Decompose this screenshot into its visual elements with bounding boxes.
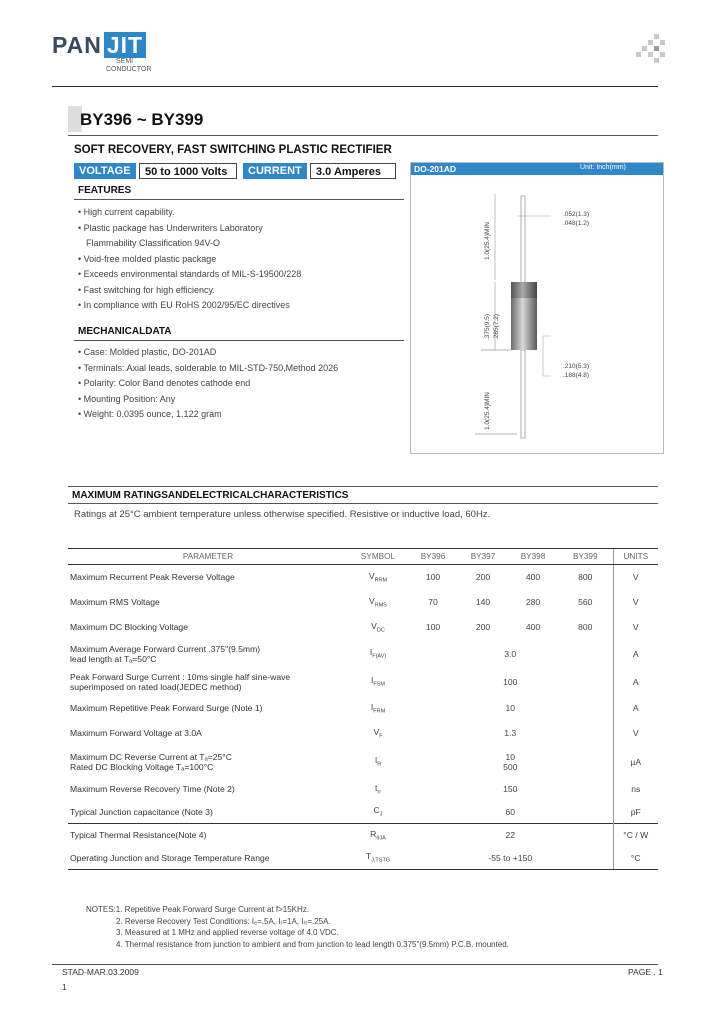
features-divider [74, 199, 404, 200]
param-text: Maximum Reverse Recovery Time (Note 2) [70, 784, 235, 794]
unit-cell: V [613, 721, 658, 746]
param-cell [68, 615, 348, 640]
symbol: T [365, 851, 372, 862]
footer-divider [52, 964, 658, 965]
value-cell: 200 [475, 572, 491, 583]
col-header: UNITS [613, 549, 658, 565]
value-cell: 200 [475, 622, 491, 632]
value-cell: 100 [425, 572, 441, 583]
value-cell: 140 [475, 597, 491, 607]
value: 150 [503, 784, 518, 794]
value: 3.0 [504, 648, 517, 659]
unit-cell: °C [613, 847, 658, 870]
table-row [68, 615, 658, 640]
diagram-unit: Unit: Inch(mm) [580, 164, 626, 171]
list-item: • Plastic package has Underwriters Laboratory [78, 221, 301, 237]
value-cell [408, 721, 613, 746]
col-header: BY399 [558, 549, 613, 565]
value-cell: 100 [425, 622, 441, 632]
features-heading: FEATURES [78, 185, 132, 196]
product-subtitle: SOFT RECOVERY, FAST SWITCHING PLASTIC RECTIFIER [74, 144, 392, 156]
symbol-sub: F [379, 733, 383, 740]
symbol-sub: RRM [374, 577, 388, 584]
unit-cell: V [613, 590, 658, 615]
param-text-2: Rated DC Blocking Voltage Tₐ=100°C [70, 761, 214, 772]
unit-cell: A [613, 668, 658, 696]
symbol-cell [348, 824, 408, 847]
value: 10 [505, 703, 516, 713]
footer-number: 1 [62, 982, 67, 992]
symbol-cell [348, 847, 408, 870]
table-row [68, 801, 658, 824]
table-row [68, 746, 658, 778]
symbol-cell [348, 746, 408, 778]
list-item: • Exceeds environmental standards of MIL-S-19500/228 [78, 267, 301, 283]
value: 22 [505, 830, 516, 841]
value-cell: 560 [578, 597, 593, 607]
value-cell: 280 [525, 597, 541, 607]
param-text: Maximum DC Reverse Current at Tₐ=25°C [70, 751, 232, 762]
value-cell [408, 640, 613, 668]
param-text: Peak Forward Surge Current : 10ms single half sine-wave [70, 671, 291, 682]
list-item: • High current capability. [78, 205, 301, 221]
unit-cell: pF [613, 801, 658, 824]
note-line: 4. Thermal resistance from junction to ambient and from junction to lead length 0.375"(9.5mm) P.C.B. mounted. [116, 939, 509, 949]
param-cell [68, 721, 348, 746]
table-row [68, 778, 658, 801]
symbol-cell [348, 615, 408, 640]
brand-sub-2: CONDUCTOR [106, 66, 152, 73]
param-cell [68, 565, 348, 590]
dim-lead-dia1: .052(1.3) [563, 211, 590, 218]
symbol-sub: FRM [373, 708, 386, 715]
col-header: BY397 [458, 549, 508, 565]
mechanical-list [78, 345, 338, 423]
value-cell: 800 [578, 622, 593, 632]
package-name: DO-201AD [414, 164, 457, 174]
dim-lead-dia2: .048(1.2) [563, 220, 590, 227]
symbol-cell [348, 778, 408, 801]
unit-cell: °C / W [613, 824, 658, 847]
param-text: Typical Thermal Resistance(Note 4) [70, 830, 207, 841]
symbol: t [374, 782, 378, 793]
title-divider [68, 135, 658, 136]
table-header-row [68, 549, 658, 565]
brand-subtitle [106, 58, 151, 74]
note-line: 3. Measured at 1 MHz and applied reverse voltage of 4.0 VDC. [116, 928, 339, 937]
symbol: I [370, 701, 374, 712]
symbol-sub: J,TSTG [371, 858, 391, 865]
param-text: Maximum Average Forward Current .375"(9.5mm) [70, 643, 261, 654]
voltage-value: 50 to 1000 Volts [139, 163, 237, 179]
param-cell [68, 801, 348, 824]
current-value: 3.0 Amperes [310, 163, 396, 179]
list-item: • Mounting Position: Any [78, 392, 338, 408]
symbol: R [370, 828, 377, 839]
value-cell: 800 [578, 572, 593, 583]
value-cell [408, 824, 613, 847]
table-row [68, 824, 658, 847]
param-text: Maximum DC Blocking Voltage [70, 622, 188, 632]
mechanical-heading: MECHANICALDATA [78, 326, 172, 337]
dim-body-dia2: .188(4.8) [563, 372, 590, 379]
symbol-sub: FSM [373, 681, 385, 688]
list-item: • Terminals: Axial leads, solderable to MIL-STD-750,Method 2026 [78, 361, 338, 377]
mechanical-divider [74, 340, 404, 341]
dim-body-dia1: .210(5.3) [563, 363, 590, 370]
symbol: I [369, 647, 373, 658]
unit-cell: µA [613, 746, 658, 778]
footer-date: STAD-MAR.03.2009 [62, 967, 139, 977]
symbol-sub: θJA [376, 835, 386, 842]
ratings-top-divider [68, 486, 658, 487]
symbol-sub: F(AV) [372, 653, 387, 660]
table-row [68, 640, 658, 668]
symbol-cell [348, 640, 408, 668]
symbol-sub: J [379, 812, 383, 819]
note-line: 2. Reverse Recovery Test Conditions: Iₑ=.5A, Iᵣ=1A, Iᵣᵣ=.25A. [116, 916, 331, 926]
dim-lead-bot: 1.0(25.4)MIN [484, 392, 491, 430]
value-cell [408, 746, 613, 778]
dim-lead-dia [563, 210, 589, 228]
value-cell [408, 696, 613, 721]
param-cell [68, 824, 348, 847]
value: 1.3 [504, 728, 517, 738]
table-row [68, 590, 658, 615]
unit-cell: ns [613, 778, 658, 801]
list-item: • Case: Molded plastic, DO-201AD [78, 345, 338, 361]
symbol-sub: rr [377, 789, 382, 796]
value-cell: 400 [525, 572, 541, 583]
footer-page: PAGE . 1 [628, 967, 663, 977]
value-2: 500 [503, 761, 518, 772]
value: 60 [505, 806, 516, 817]
value: -55 to +150 [488, 852, 533, 863]
brand-logo [52, 32, 146, 59]
brand-name-highlight: JIT [104, 32, 146, 58]
list-item: • Weight: 0.0395 ounce, 1.122 gram [78, 407, 338, 423]
param-cell [68, 590, 348, 615]
value-cell [408, 847, 613, 870]
table-row [68, 565, 658, 590]
param-text: Maximum Forward Voltage at 3.0A [70, 728, 202, 738]
ratings-table [68, 548, 658, 870]
value: 100 [503, 676, 518, 687]
list-item: • Polarity: Color Band denotes cathode end [78, 376, 338, 392]
list-item: Flammability Classification 94V-O [86, 238, 221, 248]
header-divider [52, 86, 658, 87]
symbol: I [374, 755, 378, 766]
list-item: • Void-free molded plastic package [78, 252, 301, 268]
value-cell: 70 [428, 597, 438, 607]
symbol-sub: R [377, 761, 382, 768]
note-line: NOTES:1. Repetitive Peak Forward Surge Current at f>15KHz. [86, 905, 309, 914]
diode-drawing [411, 176, 663, 453]
symbol-sub: RMS [374, 602, 387, 609]
symbol: V [371, 620, 377, 631]
param-cell [68, 668, 348, 696]
param-text-2: superimposed on rated load(JEDEC method) [70, 681, 242, 692]
param-text: Maximum Recurrent Peak Reverse Voltage [70, 572, 235, 583]
table-row [68, 847, 658, 870]
decorative-dots-icon [636, 34, 666, 64]
table-row [68, 721, 658, 746]
ratings-note: Ratings at 25°C ambient temperature unless otherwise specified. Resistive or inductive load, 60Hz. [74, 509, 491, 520]
param-text: Typical Junction capacitance (Note 3) [70, 806, 213, 817]
param-cell [68, 778, 348, 801]
part-title: BY396 ~ BY399 [80, 110, 204, 129]
dim-body-dia [563, 362, 589, 380]
dim-body-len2: .285(7.2) [493, 313, 500, 340]
param-text: Maximum Repetitive Peak Forward Surge (Note 1) [70, 703, 263, 713]
param-cell [68, 847, 348, 870]
symbol-cell [348, 668, 408, 696]
symbol-cell [348, 565, 408, 590]
ratings-divider [68, 503, 658, 504]
symbol: V [369, 595, 375, 606]
unit-cell: V [613, 565, 658, 590]
col-header: PARAMETER [68, 549, 348, 565]
param-text-2: lead length at Tₐ=50°C [70, 653, 157, 664]
param-cell [68, 696, 348, 721]
unit-cell: A [613, 696, 658, 721]
col-header: SYMBOL [348, 549, 408, 565]
symbol: I [370, 675, 374, 686]
value-cell [408, 778, 613, 801]
symbol-cell [348, 721, 408, 746]
dim-lead-top: 1.0(25.4)MIN [484, 222, 491, 260]
notes [86, 904, 509, 950]
dim-body-len1: .375(9.5) [484, 313, 491, 340]
param-text: Operating Junction and Storage Temperature Range [70, 852, 270, 863]
symbol: V [373, 726, 380, 737]
symbol-cell [348, 801, 408, 824]
param-cell [68, 746, 348, 778]
current-label: CURRENT [243, 163, 307, 179]
symbol: V [368, 570, 375, 581]
col-header: BY396 [408, 549, 458, 565]
ratings-heading: MAXIMUM RATINGSANDELECTRICALCHARACTERISTICS [72, 490, 349, 501]
features-list [78, 205, 301, 314]
table-row [68, 696, 658, 721]
brand-name-pre: PAN [52, 32, 102, 58]
col-header: BY398 [508, 549, 558, 565]
param-text: Maximum RMS Voltage [70, 597, 160, 607]
symbol-sub: DC [376, 627, 385, 634]
value-cell [408, 801, 613, 824]
param-cell [68, 640, 348, 668]
voltage-label: VOLTAGE [74, 163, 136, 179]
table-row [68, 668, 658, 696]
unit-cell: V [613, 615, 658, 640]
brand-sub-1: SEMI [116, 58, 134, 65]
symbol: C [373, 805, 380, 816]
unit-cell: A [613, 640, 658, 668]
list-item: • Fast switching for high efficiency. [78, 283, 301, 299]
value-cell [408, 668, 613, 696]
symbol-cell [348, 590, 408, 615]
symbol-cell [348, 696, 408, 721]
value-cell: 400 [525, 622, 541, 632]
value: 10 [505, 751, 516, 762]
list-item: • In compliance with EU RoHS 2002/95/EC directives [78, 298, 301, 314]
